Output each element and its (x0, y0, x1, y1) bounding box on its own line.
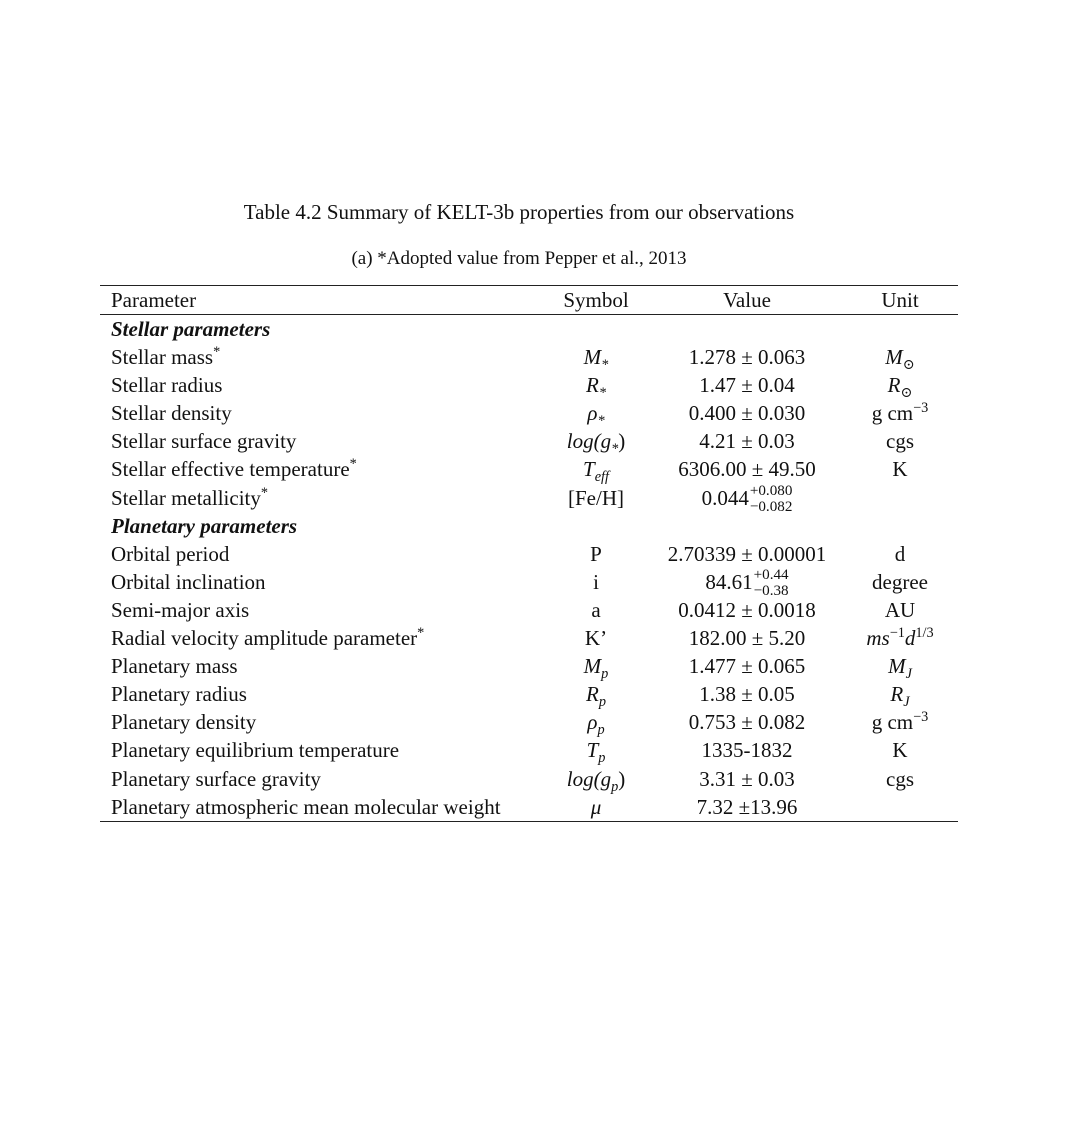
symbol-text: K’ (584, 626, 608, 651)
value-cell (652, 736, 842, 764)
symbol-subscript: * (611, 441, 619, 458)
adopted-marker: * (260, 484, 269, 501)
symbol-cell (540, 624, 652, 652)
parameter-cell: Planetary radius (111, 682, 247, 707)
value-text: 182.00 ± 5.20 (688, 626, 806, 651)
unit-subscript: J (903, 694, 910, 711)
parameter-cell: Semi-major axis (111, 597, 250, 622)
parameter-cell: Stellar effective temperature* (111, 456, 357, 482)
value-cell (652, 371, 842, 399)
properties-table (100, 285, 958, 822)
symbol-subscript: p (597, 722, 605, 739)
table-row (100, 596, 958, 624)
symbol-cell (540, 455, 652, 486)
symbol-cell (540, 540, 652, 568)
adopted-marker: * (417, 625, 425, 642)
table-row (100, 540, 958, 568)
unit-superscript: −3 (913, 709, 929, 726)
symbol-text: ρ (587, 710, 598, 735)
value-cell (652, 680, 842, 708)
unit-cell (842, 371, 958, 402)
symbol-cell (540, 399, 652, 430)
symbol-subscript: p (601, 666, 609, 683)
parameter-cell: Orbital period (111, 541, 230, 566)
table-caption: Table 4.2 Summary of KELT-3b properties from our observations (243, 200, 795, 224)
symbol-cell (540, 596, 652, 624)
table-row (100, 427, 958, 458)
unit-cell (842, 624, 958, 652)
unit-subscript: ⊙ (900, 385, 913, 402)
table-row (100, 343, 958, 374)
error-plus: +0.44 (753, 567, 789, 584)
symbol-text: μ (590, 794, 602, 819)
header-unit: Unit (881, 288, 919, 312)
table-row (100, 793, 958, 821)
section-label: Planetary parameters (111, 513, 298, 538)
symbol-cell (540, 736, 652, 767)
unit-text: M (885, 345, 903, 370)
unit-tail-superscript: 1/3 (915, 625, 934, 642)
symbol-cell (540, 427, 652, 458)
unit-superscript: −1 (889, 625, 905, 642)
symbol-text: R (586, 373, 599, 398)
unit-cell (842, 540, 958, 568)
unit-cell (842, 343, 958, 374)
value-cell (652, 793, 842, 821)
symbol-text: log(g (566, 429, 612, 454)
table-body (100, 315, 958, 821)
unit-cell (842, 568, 958, 596)
symbol-subscript: p (598, 750, 606, 767)
unit-subscript: J (905, 666, 912, 683)
symbol-text: M (583, 345, 602, 370)
unit-text: cgs (886, 429, 914, 454)
unit-cell (842, 680, 958, 711)
symbol-text: a (591, 597, 601, 622)
symbol-text: T (586, 738, 599, 763)
value-text: 84.61 (705, 569, 753, 594)
table-row (100, 482, 958, 515)
symbol-text: T (583, 457, 595, 482)
unit-text: degree (872, 569, 928, 594)
table-row (100, 736, 958, 767)
value-cell (652, 540, 842, 568)
symbol-subscript: * (597, 413, 605, 430)
symbol-text: log(g (566, 766, 612, 791)
unit-text: g cm (871, 401, 914, 426)
value-text: 1.38 ± 0.05 (699, 682, 795, 707)
value-text: 1.477 ± 0.065 (688, 654, 806, 679)
table-row (100, 455, 958, 486)
symbol-text: [Fe/H] (568, 485, 624, 510)
table-row (100, 624, 958, 652)
parameter-cell: Orbital inclination (111, 569, 266, 594)
unit-tail: d (904, 626, 916, 651)
value-text: 1335-1832 (701, 738, 793, 763)
symbol-subscript: * (598, 385, 606, 402)
value-text: 3.31 ± 0.03 (699, 766, 795, 791)
parameter-cell: Radial velocity amplitude parameter* (111, 625, 425, 651)
unit-text: AU (884, 597, 916, 622)
symbol-tail: ) (618, 766, 626, 791)
value-cell (652, 624, 842, 652)
error-minus: −0.082 (749, 498, 793, 515)
symbol-cell (540, 343, 652, 374)
table-row (100, 652, 958, 683)
unit-superscript: −3 (913, 400, 929, 417)
symbol-subscript: * (601, 357, 609, 374)
parameter-cell: Planetary equilibrium temperature (111, 738, 400, 763)
value-text: 0.400 ± 0.030 (688, 401, 806, 426)
parameter-cell: Stellar radius (111, 373, 223, 398)
unit-text: M (888, 654, 906, 679)
value-text: 4.21 ± 0.03 (699, 429, 795, 454)
parameter-cell: Stellar surface gravity (111, 429, 297, 454)
unit-cell (842, 652, 958, 683)
symbol-text: M (583, 654, 602, 679)
unit-cell (842, 708, 958, 736)
value-cell (652, 343, 842, 371)
table-subcaption: (a) *Adopted value from Pepper et al., 2013 (351, 248, 687, 269)
unit-text: d (894, 541, 906, 566)
value-cell (652, 652, 842, 680)
table-row (100, 399, 958, 430)
value-cell (652, 708, 842, 736)
value-cell (652, 455, 842, 483)
unit-cell (842, 596, 958, 624)
unit-text: R (887, 373, 901, 398)
error-plus: +0.080 (749, 482, 793, 499)
unit-cell (842, 765, 958, 793)
symbol-text: ρ (587, 401, 598, 426)
unit-cell (842, 427, 958, 455)
header-symbol: Symbol (563, 288, 629, 312)
adopted-marker: * (213, 344, 221, 361)
unit-text: g cm (871, 710, 914, 735)
table-row (100, 371, 958, 402)
symbol-cell (540, 371, 652, 402)
symbol-subscript: eff (594, 469, 609, 486)
symbol-cell (540, 568, 652, 596)
section-label: Stellar parameters (111, 317, 271, 341)
value-text: 0.044 (701, 485, 749, 510)
unit-text: R (890, 682, 904, 707)
parameter-cell: Stellar mass* (111, 344, 221, 370)
value-text: 0.753 ± 0.082 (688, 710, 806, 735)
symbol-cell (540, 484, 652, 512)
unit-text: cgs (886, 766, 914, 791)
unit-subscript: ⊙ (902, 357, 915, 374)
unit-cell (842, 455, 958, 483)
unit-cell (842, 736, 958, 764)
unit-cell (842, 399, 958, 427)
table-row (100, 765, 958, 793)
table-row (100, 680, 958, 711)
parameter-cell: Stellar density (111, 401, 232, 426)
unit-text: K (892, 457, 908, 482)
symbol-cell (540, 793, 652, 821)
symbol-cell (540, 652, 652, 683)
table-row (100, 567, 958, 600)
table-row (100, 708, 958, 739)
symbol-cell (540, 680, 652, 711)
value-text: 1.278 ± 0.063 (688, 345, 806, 370)
section-stellar-row (100, 315, 958, 343)
error-minus: −0.38 (753, 583, 789, 600)
value-text: 6306.00 ± 49.50 (678, 457, 816, 482)
value-text: 0.0412 ± 0.0018 (678, 597, 816, 622)
symbol-tail: ) (618, 429, 626, 454)
table-header-row (100, 286, 958, 315)
symbol-subscript: p (598, 694, 606, 711)
symbol-cell (540, 708, 652, 739)
value-text: 2.70339 ± 0.00001 (667, 541, 827, 566)
value-cell (652, 399, 842, 427)
section-planetary-row (100, 512, 958, 540)
parameter-cell: Planetary density (111, 710, 257, 735)
symbol-subscript: p (611, 778, 619, 795)
header-value: Value (723, 288, 771, 312)
adopted-marker: * (349, 456, 357, 473)
value-cell (652, 427, 842, 455)
symbol-text: i (593, 569, 599, 594)
parameter-cell: Stellar metallicity* (111, 484, 269, 510)
header-parameter: Parameter (111, 288, 197, 312)
parameter-cell: Planetary atmospheric mean molecular weight (111, 794, 501, 819)
symbol-cell (540, 765, 652, 793)
unit-text: ms (866, 626, 890, 651)
symbol-text: R (586, 682, 599, 707)
value-cell (652, 765, 842, 793)
parameter-cell: Planetary surface gravity (111, 766, 321, 791)
value-text: 1.47 ± 0.04 (699, 373, 795, 398)
unit-text: K (892, 738, 908, 763)
parameter-cell: Planetary mass (111, 654, 238, 679)
symbol-text: P (590, 541, 602, 566)
value-cell (652, 596, 842, 624)
value-text: 7.32 ±13.96 (696, 794, 798, 819)
